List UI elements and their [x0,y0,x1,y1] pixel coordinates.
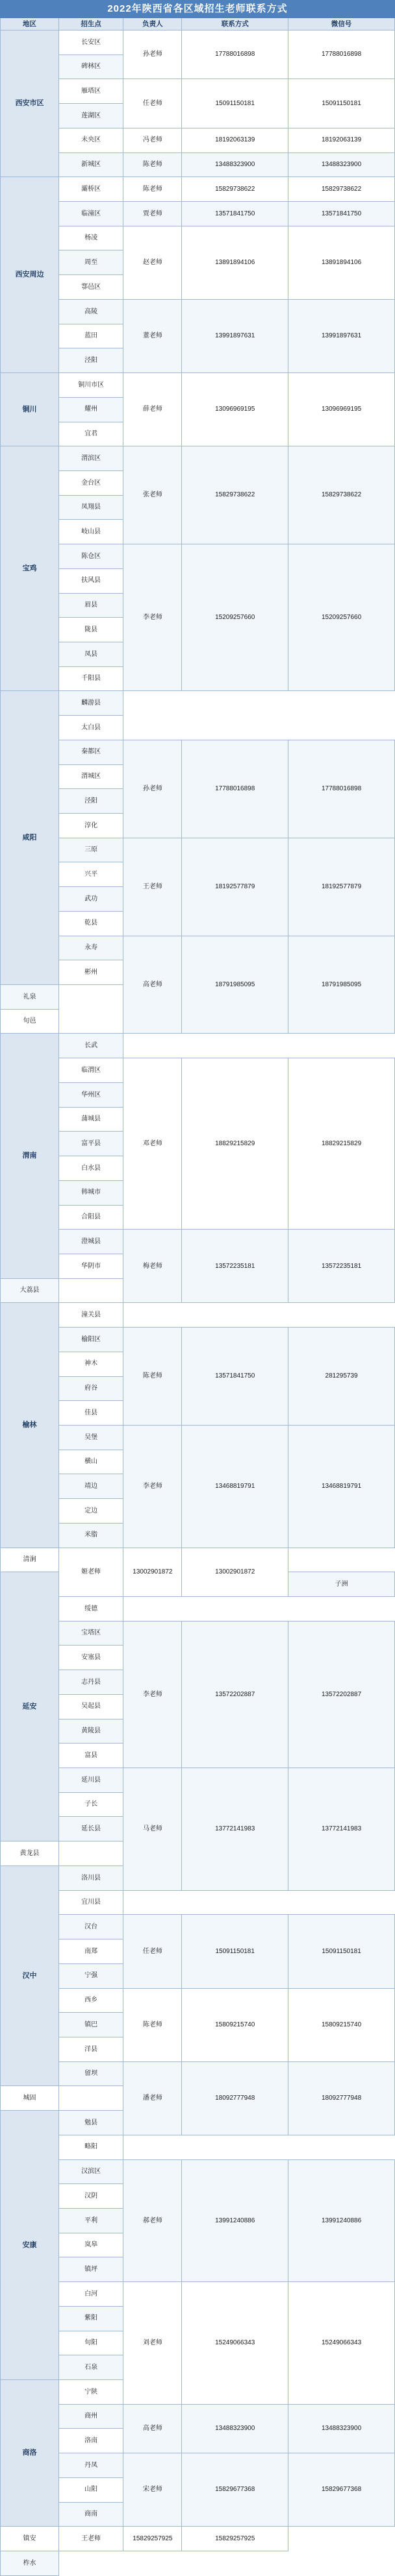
phone-cell: 13096969195 [182,373,288,446]
phone-cell: 18192063139 [182,128,288,152]
county-cell: 鄠邑区 [58,275,123,300]
table-row [1,1303,395,1328]
phone-cell: 15829677368 [182,2453,288,2527]
county-cell: 华州区 [58,1082,123,1107]
county-cell: 延川县 [58,1768,123,1793]
column-header-phone: 联系方式 [182,18,288,30]
wechat-cell: 15829738622 [288,446,395,544]
county-cell: 旬阳 [58,2331,123,2355]
wechat-cell: 17788016898 [288,30,395,79]
county-cell: 韩城市 [58,1180,123,1205]
county-cell: 留坝 [58,2061,123,2086]
person-cell: 陈老师 [123,1328,182,1426]
person-cell: 李老师 [123,1621,182,1768]
county-cell: 三原 [58,838,123,862]
county-cell: 清涧 [1,1548,59,1572]
wechat-cell: 15829677368 [288,2453,395,2527]
phone-cell: 13571841750 [182,1328,288,1426]
phone-cell: 15809215740 [182,1988,288,2061]
phone-cell: 15829738622 [182,177,288,202]
wechat-cell: 15829257925 [182,2527,288,2551]
wechat-cell: 13488323900 [288,152,395,177]
table-row [1,2551,395,2576]
wechat-cell: 15091150181 [288,79,395,128]
county-cell: 高陵 [58,299,123,324]
region-cell: 西安市区 [1,30,59,177]
county-cell: 宜川县 [58,1890,123,1915]
table-row [1,2282,395,2307]
person-cell: 邓老师 [123,1058,182,1230]
person-cell: 高老师 [123,936,182,1034]
phone-cell: 15829738622 [182,446,288,544]
person-cell: 薛老师 [123,373,182,446]
county-cell: 平利 [58,2208,123,2233]
wechat-cell: 13096969195 [288,373,395,446]
table-row [1,1548,395,1572]
wechat-cell: 18192063139 [288,128,395,152]
phone-cell: 13488323900 [182,2404,288,2453]
region-cell: 安康 [1,2111,59,2380]
table-row [1,1058,395,1083]
wechat-cell: 15809215740 [288,1988,395,2061]
phone-cell: 17788016898 [182,30,288,79]
phone-cell: 15209257660 [182,544,288,691]
region-cell: 宝鸡 [1,446,59,691]
county-cell: 宜君 [58,422,123,446]
column-header-county: 招生点 [58,18,123,30]
phone-cell: 15829257925 [123,2527,182,2551]
county-cell: 太白县 [58,716,123,740]
wechat-cell: 17788016898 [288,740,395,838]
county-cell: 黄陵县 [58,1719,123,1744]
person-cell: 孙老师 [123,30,182,79]
county-cell: 新城区 [58,152,123,177]
table-row [1,152,395,177]
phone-cell: 13772141983 [182,1768,288,1891]
phone-cell: 13571841750 [182,202,288,226]
phone-cell: 18092777948 [182,2061,288,2135]
table-row [1,936,395,960]
county-cell: 杨凌 [58,226,123,250]
county-cell: 长安区 [58,30,123,55]
county-cell: 大荔县 [1,1278,59,1303]
county-cell: 洛南 [58,2429,123,2453]
wechat-cell: 18092777948 [288,2061,395,2135]
table-row [1,740,395,764]
person-cell: 贾老师 [123,202,182,226]
phone-cell: 13991897631 [182,299,288,372]
county-cell: 镇安 [1,2527,59,2551]
phone-cell: 13572202887 [182,1621,288,1768]
county-cell: 勉县 [58,2111,123,2135]
wechat-cell: 18192577879 [288,838,395,936]
wechat-cell: 13488323900 [288,2404,395,2453]
county-cell: 麟游县 [58,691,123,716]
wechat-cell: 15209257660 [288,544,395,691]
person-cell: 任老师 [123,79,182,128]
county-cell: 武功 [58,887,123,912]
county-cell: 宝塔区 [58,1621,123,1646]
county-cell: 扶风县 [58,568,123,593]
county-cell: 礼泉 [1,985,59,1010]
county-cell: 米脂 [58,1523,123,1548]
person-cell: 潘老师 [123,2061,182,2135]
table-row [1,2527,395,2551]
county-cell: 灞桥区 [58,177,123,202]
person-cell: 张老师 [123,446,182,544]
county-cell: 城固 [1,2086,59,2111]
phone-cell: 15249066343 [182,2282,288,2405]
county-cell: 南郑 [58,1939,123,1964]
region-cell: 咸阳 [1,691,59,985]
phone-cell: 13891894106 [182,226,288,299]
phone-cell: 13991240886 [182,2159,288,2282]
county-cell: 周至 [58,250,123,275]
table-row [1,691,395,716]
county-cell: 子长 [58,1792,123,1817]
county-cell: 莲湖区 [58,104,123,128]
county-cell: 石泉 [58,2355,123,2380]
person-cell: 刘老师 [123,2282,182,2405]
wechat-cell: 15829738622 [288,177,395,202]
table-row [1,446,395,471]
county-cell: 镇坪 [58,2257,123,2282]
county-cell: 泾阳 [58,789,123,814]
column-header-region: 地区 [1,18,59,30]
table-row [1,299,395,324]
county-cell: 凤县 [58,642,123,666]
county-cell: 镇巴 [58,2013,123,2037]
wechat-cell: 13572202887 [288,1621,395,1768]
wechat-cell: 15091150181 [288,1915,395,1988]
table-row [1,128,395,152]
county-cell: 白水县 [58,1156,123,1181]
county-cell: 商州 [58,2404,123,2429]
county-cell: 碑林区 [58,55,123,79]
county-cell: 洛川县 [58,1865,123,1890]
wechat-cell: 18829215829 [288,1058,395,1230]
phone-cell: 15091150181 [182,1915,288,1988]
table-row [1,2159,395,2184]
county-cell: 榆阳区 [58,1328,123,1352]
wechat-cell: 13991897631 [288,299,395,372]
person-cell: 高老师 [123,2404,182,2453]
table-head [1,1,395,30]
wechat-cell: 13571841750 [288,202,395,226]
wechat-cell: 18791985095 [288,936,395,1034]
county-cell: 铜川市区 [58,373,123,398]
person-cell: 王老师 [58,2527,123,2551]
county-cell: 凤翔县 [58,495,123,520]
region-cell: 汉中 [1,1865,59,2085]
table-row [1,1890,395,1915]
region-cell: 铜川 [1,373,59,446]
county-cell: 长武 [58,1034,123,1058]
county-cell: 华阴市 [58,1254,123,1278]
region-cell: 榆林 [1,1303,59,1548]
region-cell: 商洛 [1,2380,59,2527]
wechat-cell: 13468819791 [288,1425,395,1548]
table-row [1,1597,395,1622]
county-cell: 丹凤 [58,2453,123,2478]
person-cell: 郝老师 [123,2159,182,2282]
table-row [1,2061,395,2086]
county-cell: 旬邑 [1,1009,59,1034]
county-cell: 吴起县 [58,1694,123,1719]
person-cell: 任老师 [123,1915,182,1988]
phone-cell: 15091150181 [182,79,288,128]
county-cell: 府谷 [58,1376,123,1401]
person-cell: 陈老师 [123,1988,182,2061]
table-row [1,1915,395,1939]
county-cell: 紫阳 [58,2306,123,2331]
county-cell: 未央区 [58,128,123,152]
county-cell: 千阳县 [58,666,123,691]
county-cell: 泾阳 [58,348,123,373]
wechat-cell: 13572235181 [288,1230,395,1303]
county-cell: 山阳 [58,2477,123,2502]
county-cell: 横山 [58,1450,123,1474]
county-cell: 吴堡 [58,1425,123,1450]
table-row [1,544,395,569]
county-cell: 渭滨区 [58,446,123,471]
person-cell: 马老师 [123,1768,182,1891]
county-cell: 靖边 [58,1474,123,1499]
person-cell: 李老师 [123,1425,182,1548]
county-cell: 汉阴 [58,2184,123,2209]
table-row [1,1988,395,2013]
county-cell: 汉台 [58,1915,123,1939]
wechat-cell: 281295739 [288,1328,395,1426]
county-cell: 延长县 [58,1817,123,1841]
phone-cell: 18192577879 [182,838,288,936]
county-cell: 富县 [58,1744,123,1768]
county-cell: 志丹县 [58,1670,123,1695]
county-cell: 西乡 [58,1988,123,2013]
county-cell: 白河 [58,2282,123,2307]
county-cell: 略阳 [58,2135,123,2159]
wechat-cell: 13891894106 [288,226,395,299]
county-cell: 蓝田 [58,324,123,348]
county-cell: 陈仓区 [58,544,123,569]
table-row [1,177,395,202]
person-cell: 陈老师 [123,177,182,202]
wechat-cell: 13991240886 [288,2159,395,2282]
table-row [1,838,395,862]
region-cell: 延安 [1,1572,59,1841]
phone-cell: 18791985095 [182,936,288,1034]
county-cell: 乾县 [58,911,123,936]
phone-cell: 13488323900 [182,152,288,177]
county-cell: 彬州 [58,960,123,985]
phone-cell: 13468819791 [182,1425,288,1548]
county-cell: 澄城县 [58,1230,123,1254]
phone-cell: 13002901872 [123,1548,182,1596]
county-cell: 渭城区 [58,764,123,789]
county-cell: 临潼区 [58,202,123,226]
wechat-cell: 15249066343 [288,2282,395,2405]
county-cell: 金台区 [58,470,123,495]
header-row [1,18,395,30]
title-row [1,1,395,18]
county-cell: 永寿 [58,936,123,960]
table-body [1,30,395,2576]
county-cell: 耀州 [58,397,123,422]
wechat-cell: 13772141983 [288,1768,395,1891]
county-cell: 绥德 [58,1597,123,1622]
county-cell: 富平县 [58,1132,123,1156]
table-row [1,716,395,740]
county-cell: 安塞县 [58,1646,123,1670]
person-cell: 孙老师 [123,740,182,838]
county-cell: 洋县 [58,2037,123,2061]
county-cell: 潼关县 [58,1303,123,1328]
county-cell: 佳县 [58,1401,123,1426]
county-cell: 子洲 [288,1572,395,1597]
county-cell: 黄龙县 [1,1841,59,1866]
county-cell: 岚皋 [58,2233,123,2257]
table-row [1,226,395,250]
county-cell: 蒲城县 [58,1107,123,1132]
table-row [1,1621,395,1646]
table-row [1,373,395,398]
person-cell: 梅老师 [123,1230,182,1303]
county-cell: 合阳县 [58,1205,123,1230]
county-cell: 宁强 [58,1963,123,1988]
county-cell: 定边 [58,1499,123,1524]
table-row [1,1768,395,1793]
person-cell: 冯老师 [123,128,182,152]
region-cell: 西安周边 [1,177,59,373]
county-cell: 柞水 [1,2551,59,2576]
person-cell: 陈老师 [123,152,182,177]
person-cell: 董老师 [123,299,182,372]
table-row [1,79,395,104]
table-row [1,1034,395,1058]
region-cell: 渭南 [1,1034,59,1278]
table-row [1,2404,395,2429]
person-cell: 姬老师 [58,1548,123,1596]
phone-cell: 18829215829 [182,1058,288,1230]
county-cell: 秦都区 [58,740,123,764]
table-row [1,1425,395,1450]
person-cell: 李老师 [123,544,182,691]
county-cell: 岐山县 [58,520,123,544]
county-cell: 宁陕 [58,2380,123,2405]
table-row [1,30,395,55]
county-cell: 临渭区 [58,1058,123,1083]
phone-cell: 17788016898 [182,740,288,838]
county-cell: 雁塔区 [58,79,123,104]
column-header-wechat: 微信号 [288,18,395,30]
county-cell: 眉县 [58,593,123,618]
county-cell: 兴平 [58,862,123,887]
column-header-person: 负责人 [123,18,182,30]
county-cell: 汉滨区 [58,2159,123,2184]
table-row [1,202,395,226]
table-row [1,2135,395,2159]
table-row [1,1328,395,1352]
county-cell: 淳化 [58,814,123,838]
table-row [1,1230,395,1254]
wechat-cell: 13002901872 [182,1548,288,1596]
phone-cell: 13572235181 [182,1230,288,1303]
county-cell: 商南 [58,2502,123,2527]
county-cell: 神木 [58,1352,123,1376]
person-cell: 王老师 [123,838,182,936]
table-row [1,2453,395,2478]
person-cell: 宋老师 [123,2453,182,2527]
person-cell: 赵老师 [123,226,182,299]
page-title: 2022年陕西省各区域招生老师联系方式 [1,1,395,18]
county-cell: 陇县 [58,618,123,642]
